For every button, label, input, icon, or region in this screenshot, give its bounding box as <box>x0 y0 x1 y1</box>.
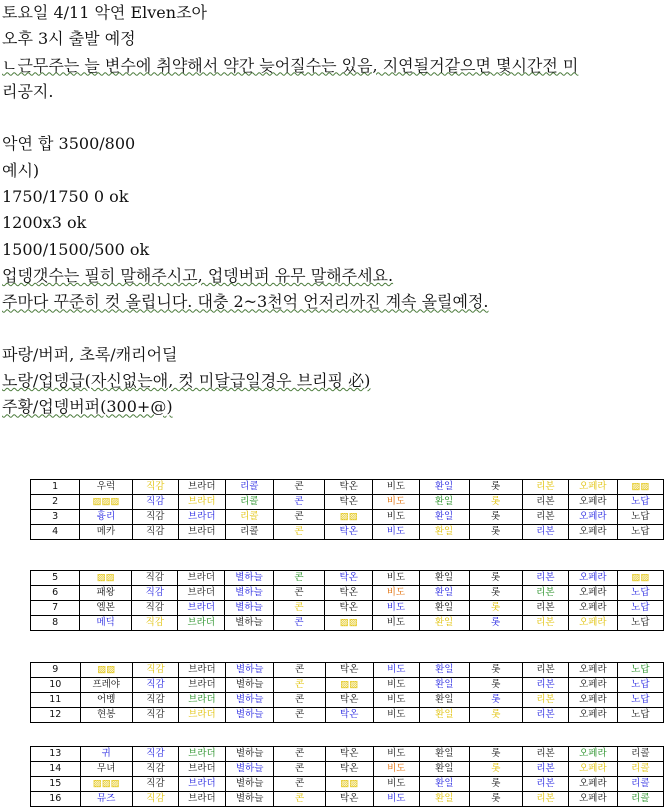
row-number-cell: 10 <box>31 678 81 693</box>
party-row <box>31 495 664 510</box>
party-member-cell: 콘 <box>273 480 324 495</box>
party-member-cell: 직감 <box>132 792 178 807</box>
party-member-cell: 탁온 <box>325 480 373 495</box>
party-member-cell: 탁온 <box>325 747 373 762</box>
party-member-cell: 오페라 <box>569 747 618 762</box>
party-member-cell: 노답 <box>617 708 663 723</box>
row-number-cell: 6 <box>31 586 80 601</box>
party-member-cell: 직감 <box>132 480 178 495</box>
party-member-cell: 오페라 <box>569 762 618 777</box>
party-member-cell: 오페라 <box>569 708 618 723</box>
party-member-cell: 비도 <box>373 586 419 601</box>
notes-text <box>2 0 662 421</box>
party-row <box>31 708 664 723</box>
party-member-cell: 리본 <box>522 616 568 631</box>
party-member-cell: 오페라 <box>569 678 618 693</box>
party-member-cell: 탁온 <box>325 525 373 540</box>
row-number-cell: 13 <box>31 747 81 762</box>
party-member-cell: 브라더 <box>179 747 226 762</box>
party-member-cell: 브라더 <box>179 762 226 777</box>
party-member-cell: 노답 <box>617 678 663 693</box>
note-line-instructions: 업뎅갯수는 필히 말해주시고, 업뎅버퍼 유무 말해주세요. <box>2 265 394 285</box>
party-member-cell: 무녀 <box>80 762 132 777</box>
party-member-cell: 탁온 <box>325 495 373 510</box>
row-number-cell: 15 <box>31 777 81 792</box>
party-member-cell: 별하늘 <box>225 571 274 586</box>
party-member-cell: 직감 <box>132 663 178 678</box>
party-member-cell: 리본 <box>522 510 568 525</box>
party-member-cell: 프레야 <box>80 678 132 693</box>
party-member-cell: 콘 <box>274 708 325 723</box>
party-member-cell: 귀 <box>80 747 132 762</box>
party-member-cell: 리콜 <box>617 747 663 762</box>
party-member-cell: 리본 <box>522 525 568 540</box>
party-member-cell: 환일 <box>419 616 469 631</box>
party-member-cell: 탁온 <box>325 571 373 586</box>
party-member-cell: 롯 <box>469 601 522 616</box>
party-member-cell: ▨▨ <box>617 480 663 495</box>
party-member-cell: 브라더 <box>178 480 225 495</box>
row-number-cell: 1 <box>31 480 80 495</box>
party-member-cell: 노답 <box>617 663 663 678</box>
row-number-cell: 3 <box>31 510 80 525</box>
party-member-cell: 오페라 <box>569 777 618 792</box>
party-member-cell: 콘 <box>273 586 324 601</box>
party-member-cell: 환일 <box>419 693 469 708</box>
party-row <box>31 525 664 540</box>
party-member-cell: 롯 <box>469 777 522 792</box>
party-member-cell: 환일 <box>419 510 469 525</box>
party-member-cell: 비도 <box>373 693 419 708</box>
party-member-cell: 비도 <box>373 762 419 777</box>
party-member-cell: 비도 <box>373 510 419 525</box>
party-member-cell: 오페라 <box>569 525 618 540</box>
party-member-cell: 리콜 <box>225 510 273 525</box>
party-member-cell: 별하늘 <box>225 708 274 723</box>
party-member-cell: 어벵 <box>80 693 132 708</box>
note-line-example-2: 1200x3 ok <box>2 213 87 233</box>
party-member-cell: 환일 <box>419 747 469 762</box>
party-member-cell: 환일 <box>419 601 469 616</box>
party-member-cell: 리콜 <box>225 495 273 510</box>
party-member-cell: ▨▨▨ <box>80 777 132 792</box>
party-member-cell: 브라더 <box>179 678 226 693</box>
party-member-cell: 리본 <box>522 693 568 708</box>
row-number-cell: 11 <box>31 693 81 708</box>
party-member-cell: 리본 <box>522 601 568 616</box>
party-member-cell: 별하늘 <box>225 792 274 807</box>
party-member-cell: 환일 <box>419 678 469 693</box>
party-row <box>31 616 664 631</box>
party-member-cell: 리본 <box>522 480 568 495</box>
party-member-cell: ▨▨ <box>80 663 132 678</box>
party-member-cell: 리본 <box>522 708 568 723</box>
party-member-cell: 브라더 <box>178 525 225 540</box>
party-row <box>31 747 664 762</box>
party-member-cell: 직감 <box>132 762 178 777</box>
party-member-cell: 리본 <box>522 571 568 586</box>
party-member-cell: 콘 <box>273 616 324 631</box>
party-member-cell: 탁온 <box>325 601 373 616</box>
party-member-cell: 패왕 <box>80 586 132 601</box>
party-table-1 <box>30 479 664 540</box>
party-member-cell: 리콜 <box>225 525 273 540</box>
party-member-cell: 환일 <box>419 571 469 586</box>
party-member-cell: 리콜 <box>617 792 663 807</box>
party-member-cell: 콘 <box>274 678 325 693</box>
party-member-cell: 리본 <box>522 762 568 777</box>
party-member-cell: 비도 <box>373 678 419 693</box>
row-number-cell: 2 <box>31 495 80 510</box>
party-member-cell: 직감 <box>132 777 178 792</box>
party-member-cell: 메딕 <box>80 616 132 631</box>
note-blank <box>2 316 662 342</box>
party-member-cell: 롯 <box>469 495 522 510</box>
party-member-cell: 롯 <box>469 571 522 586</box>
party-member-cell: ▨▨ <box>617 571 663 586</box>
party-member-cell: 탁온 <box>325 663 373 678</box>
party-member-cell: 브라더 <box>179 693 226 708</box>
party-member-cell: 콘 <box>274 693 325 708</box>
party-member-cell: 리본 <box>522 663 568 678</box>
party-member-cell: 오페라 <box>569 510 618 525</box>
party-row <box>31 480 664 495</box>
party-member-cell: 콘 <box>273 571 324 586</box>
party-row <box>31 510 664 525</box>
party-member-cell: 직감 <box>132 571 178 586</box>
party-member-cell: 롯 <box>469 663 522 678</box>
note-line-schedule: 주마다 꾸준히 컷 올립니다. 대충 2~3천억 언저리까진 계속 올릴예정. <box>2 292 489 312</box>
row-number-cell: 7 <box>31 601 80 616</box>
party-member-cell: 롯 <box>469 586 522 601</box>
party-member-cell: 환일 <box>419 762 469 777</box>
party-member-cell: 노답 <box>617 693 663 708</box>
party-member-cell: 뮤즈 <box>80 792 132 807</box>
party-member-cell: 직감 <box>132 747 178 762</box>
party-member-cell: 콘 <box>274 747 325 762</box>
party-member-cell: 리본 <box>522 777 568 792</box>
party-member-cell: 환일 <box>419 777 469 792</box>
row-number-cell: 12 <box>31 708 81 723</box>
party-member-cell: 브라더 <box>179 792 226 807</box>
party-row <box>31 762 664 777</box>
party-member-cell: 롯 <box>469 747 522 762</box>
party-member-cell: 별하늘 <box>225 762 274 777</box>
party-member-cell: 직감 <box>132 693 178 708</box>
note-line-legend-2: 노랑/업뎅급(자신없는애, 컷 미달급일경우 브리핑 必) <box>2 371 371 391</box>
party-member-cell: 별하늘 <box>225 663 274 678</box>
party-member-cell: 탁온 <box>325 762 373 777</box>
row-number-cell: 5 <box>31 571 80 586</box>
party-member-cell: 롯 <box>469 708 522 723</box>
party-member-cell: 별하늘 <box>225 616 274 631</box>
party-member-cell: 리본 <box>522 586 568 601</box>
party-member-cell: 브라더 <box>178 616 225 631</box>
party-member-cell: 오페라 <box>569 663 618 678</box>
party-member-cell: 롯 <box>469 792 522 807</box>
party-row <box>31 586 664 601</box>
party-member-cell: ▨▨ <box>325 777 373 792</box>
party-member-cell: 비도 <box>373 663 419 678</box>
party-row <box>31 693 664 708</box>
party-member-cell: 탁온 <box>325 586 373 601</box>
party-member-cell: 리본 <box>522 495 568 510</box>
party-member-cell: 오페라 <box>568 616 617 631</box>
party-row <box>31 777 664 792</box>
note-line-example-1: 1750/1750 0 ok <box>2 187 129 207</box>
party-member-cell: 탁온 <box>325 792 373 807</box>
party-member-cell: ▨▨▨ <box>80 495 132 510</box>
party-member-cell: 비도 <box>373 480 419 495</box>
party-member-cell: 오페라 <box>569 693 618 708</box>
note-line-example-3: 1500/1500/500 ok <box>2 239 150 259</box>
party-member-cell: 오페라 <box>569 792 618 807</box>
note-line-legend-3: 주황/업뎅버퍼(300+@) <box>2 397 173 417</box>
party-member-cell: 노답 <box>617 525 663 540</box>
party-member-cell: 비도 <box>373 708 419 723</box>
party-member-cell: 리콜 <box>225 480 273 495</box>
party-member-cell: 직감 <box>132 586 178 601</box>
party-member-cell: 노답 <box>617 601 663 616</box>
party-member-cell: 별하늘 <box>225 747 274 762</box>
party-member-cell: 흉리 <box>80 510 132 525</box>
party-member-cell: 환일 <box>419 480 469 495</box>
party-member-cell: 브라더 <box>178 601 225 616</box>
party-member-cell: ▨▨ <box>325 616 373 631</box>
party-member-cell: 비도 <box>373 777 419 792</box>
party-member-cell: 환일 <box>419 525 469 540</box>
party-member-cell: 콘 <box>274 777 325 792</box>
party-member-cell: 별하늘 <box>225 678 274 693</box>
row-number-cell: 14 <box>31 762 81 777</box>
party-member-cell: 별하늘 <box>225 586 274 601</box>
note-blank <box>2 105 662 131</box>
party-member-cell: 리본 <box>522 747 568 762</box>
party-table-2 <box>30 570 664 631</box>
party-member-cell: 환일 <box>419 495 469 510</box>
party-member-cell: 탁온 <box>325 693 373 708</box>
party-member-cell: 롯 <box>469 616 522 631</box>
note-line-delay: ㄴ근무주는 늘 변수에 취약해서 약간 늦어질수는 있음, 지연될거같으면 몇시간전 미 <box>2 55 579 75</box>
party-member-cell: 별하늘 <box>225 693 274 708</box>
party-member-cell: 직감 <box>132 678 178 693</box>
party-member-cell: 브라더 <box>178 495 225 510</box>
party-member-cell: 오페라 <box>568 586 617 601</box>
party-row <box>31 792 664 807</box>
note-line-departure: 오후 3시 출발 예정 <box>2 29 136 49</box>
party-member-cell: 리본 <box>522 678 568 693</box>
party-table-4 <box>30 746 664 807</box>
party-member-cell: 환일 <box>419 663 469 678</box>
row-number-cell: 8 <box>31 616 80 631</box>
party-member-cell: 롯 <box>469 480 522 495</box>
party-member-cell: 브라더 <box>178 571 225 586</box>
party-member-cell: 현봉 <box>80 708 132 723</box>
party-member-cell: 환일 <box>419 586 469 601</box>
party-member-cell: 별하늘 <box>225 777 274 792</box>
party-row <box>31 678 664 693</box>
party-row <box>31 663 664 678</box>
party-member-cell: 콘 <box>273 601 324 616</box>
party-member-cell: 비도 <box>373 571 419 586</box>
party-member-cell: ▨▨ <box>325 510 373 525</box>
party-member-cell: 브라더 <box>179 708 226 723</box>
row-number-cell: 4 <box>31 525 80 540</box>
party-member-cell: 환일 <box>419 792 469 807</box>
note-line-legend-1: 파랑/버퍼, 초록/캐리어딜 <box>2 344 178 364</box>
party-member-cell: 브라더 <box>179 663 226 678</box>
party-member-cell: 엘본 <box>80 601 132 616</box>
party-member-cell: 오페라 <box>569 495 618 510</box>
party-member-cell: 비도 <box>373 616 419 631</box>
party-member-cell: 오페라 <box>568 601 617 616</box>
party-member-cell: 리본 <box>522 792 568 807</box>
party-member-cell: 노답 <box>617 495 663 510</box>
party-member-cell: 비도 <box>373 792 419 807</box>
party-member-cell: 비도 <box>373 747 419 762</box>
row-number-cell: 16 <box>31 792 81 807</box>
party-member-cell: 브라더 <box>178 510 225 525</box>
party-member-cell: 직감 <box>132 708 178 723</box>
party-member-cell: 직감 <box>132 616 178 631</box>
note-line-delay-cont: 리공지. <box>2 81 54 101</box>
party-member-cell: 오페라 <box>568 571 617 586</box>
party-member-cell: 메카 <box>80 525 132 540</box>
party-member-cell: 콘 <box>273 495 324 510</box>
party-member-cell: 콘 <box>273 525 324 540</box>
party-member-cell: 콘 <box>274 663 325 678</box>
party-member-cell: 롯 <box>469 678 522 693</box>
party-member-cell: 직감 <box>132 510 178 525</box>
party-member-cell: 우럭 <box>80 480 132 495</box>
party-member-cell: 브라더 <box>179 777 226 792</box>
party-member-cell: 비도 <box>373 601 419 616</box>
party-member-cell: 환일 <box>419 708 469 723</box>
party-member-cell: 별하늘 <box>225 601 274 616</box>
party-member-cell: 롯 <box>469 762 522 777</box>
party-row <box>31 571 664 586</box>
row-number-cell: 9 <box>31 663 81 678</box>
party-member-cell: ▨▨ <box>80 571 132 586</box>
party-member-cell: 롯 <box>469 510 522 525</box>
note-line-title: 토요일 4/11 악연 Elven조아 <box>2 3 207 22</box>
party-member-cell: 리콜 <box>617 762 663 777</box>
party-member-cell: 탁온 <box>325 708 373 723</box>
party-member-cell: 오페라 <box>569 480 618 495</box>
party-member-cell: 비도 <box>373 495 419 510</box>
note-line-requirement: 악연 합 3500/800 <box>2 134 136 154</box>
party-member-cell: 직감 <box>132 525 178 540</box>
party-member-cell: 비도 <box>373 525 419 540</box>
party-member-cell: 직감 <box>132 495 178 510</box>
party-member-cell: 콘 <box>273 510 324 525</box>
party-member-cell: 리콜 <box>617 777 663 792</box>
party-row <box>31 601 664 616</box>
party-member-cell: 콘 <box>274 762 325 777</box>
party-member-cell: 롯 <box>469 693 522 708</box>
party-member-cell: 노답 <box>617 616 663 631</box>
party-member-cell: 브라더 <box>178 586 225 601</box>
party-member-cell: 롯 <box>469 525 522 540</box>
party-member-cell: 직감 <box>132 601 178 616</box>
party-table-3 <box>30 662 664 723</box>
party-member-cell: 노답 <box>617 586 663 601</box>
note-line-example-label: 예시) <box>2 160 40 180</box>
party-member-cell: ▨▨ <box>325 678 373 693</box>
party-member-cell: 노답 <box>617 510 663 525</box>
party-member-cell: 콘 <box>274 792 325 807</box>
